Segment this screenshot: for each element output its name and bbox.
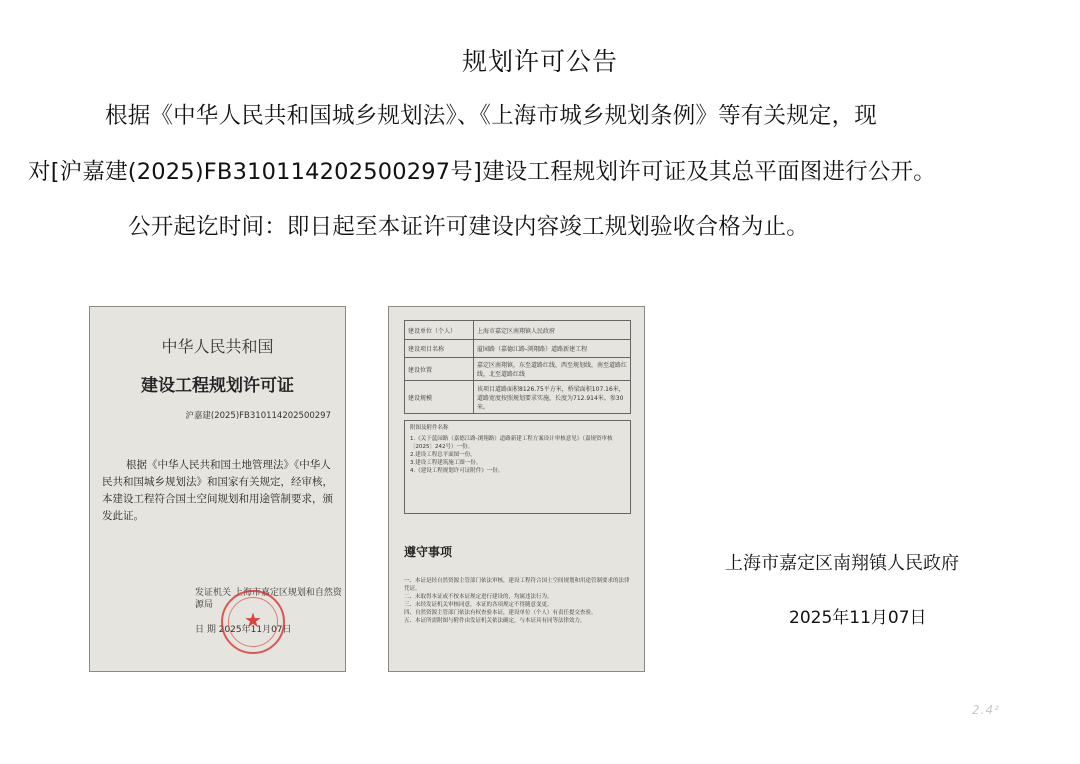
- table-label: 建设单位（个人）: [405, 321, 474, 340]
- table-label: 建设项目名称: [405, 340, 474, 358]
- attachment-title: 附图及附件名称: [410, 425, 449, 431]
- red-seal-stamp: [221, 590, 285, 654]
- list-item: 五、本证所需附图与附件由发证机关依法确定，与本证具有同等法律效力。: [404, 618, 586, 624]
- certificate-issue-date: 日 期 2025年11月07日: [195, 625, 292, 635]
- notice-paragraph-2: 对[沪嘉建(2025)FB310114202500297号]建设工程规划许可证及其总平面图进行公开。: [28, 159, 936, 185]
- table-value: 蕰园路（嘉德江路-浏翔路）道路新建工程: [474, 340, 631, 358]
- notice-date: 2025年11月07日: [789, 608, 927, 628]
- list-item: 4.《建设工程规划许可证附件》一份。: [410, 468, 504, 474]
- table-label: 建设位置: [405, 358, 474, 381]
- rules-list: [404, 577, 634, 625]
- list-item: 一、本证是经自然资源主管部门依法审核，建设工程符合国土空间规划和用途管制要求的法律凭证。: [404, 578, 630, 592]
- certificate-front-image: [89, 306, 346, 672]
- list-item: 2.建设工程总平面图一份。: [410, 452, 476, 458]
- table-row: [405, 340, 631, 358]
- certificate-name: 建设工程规划许可证: [141, 376, 294, 396]
- list-item: 1.《关于蕰园路（嘉德江路-浏翔路）道路新建工程方案设计审核意见》（嘉规资审核〔2025〕242号）一份。: [410, 436, 613, 450]
- table-value: 上海市嘉定区南翔镇人民政府: [474, 321, 631, 340]
- table-value: 嘉定区南翔镇，东至道路红线，西至规划线，南至道路红线，北至道路红线: [474, 358, 631, 381]
- table-value: 该项目道路面积8126.75平方米，桥梁面积107.16米，道路宽度按照规划要求实施，长度为712.914米。参30米。: [474, 381, 631, 414]
- certificate-body-text: 根据《中华人民共和国土地管理法》《中华人民共和国城乡规划法》和国家有关规定，经审核，本建设工程符合国土空间规划和用途管制要求，颁发此证。: [102, 459, 333, 522]
- star-icon: ★: [244, 608, 262, 632]
- certificate-info-table: [404, 320, 631, 414]
- watermark-logo: 2.4²: [972, 703, 1000, 717]
- list-item: 三、未经发证机关审核同意，本证的各项规定不得随意变更。: [404, 602, 553, 608]
- list-item: 二、未取得本证或不按本证规定进行建设的，均属违法行为。: [404, 594, 553, 600]
- list-item: 3.建设工程建筑施工图一份。: [410, 460, 482, 466]
- issuing-government: 上海市嘉定区南翔镇人民政府: [725, 553, 959, 574]
- certificate-back-image: [388, 306, 645, 672]
- certificate-issuer: 发证机关 上海市嘉定区规划和自然资源局: [195, 588, 342, 610]
- certificate-country: 中华人民共和国: [161, 337, 274, 356]
- list-item: 四、自然资源主管部门依法有权查验本证，建设单位（个人）有责任提交查验。: [404, 610, 597, 616]
- notice-paragraph-3: 公开起讫时间：即日起至本证许可建设内容竣工规划验收合格为止。: [128, 214, 810, 240]
- rules-title: 遵守事项: [404, 545, 453, 559]
- page-title: 规划许可公告: [461, 47, 618, 76]
- table-row: [405, 321, 631, 340]
- certificate-number: 沪嘉建(2025)FB310114202500297: [185, 411, 331, 421]
- notice-paragraph-1: 根据《中华人民共和国城乡规划法》、《上海市城乡规划条例》等有关规定，现: [105, 103, 878, 129]
- table-row: [405, 358, 631, 381]
- table-label: 建设规模: [405, 381, 474, 414]
- attachment-box: [404, 420, 631, 514]
- table-row: [405, 381, 631, 414]
